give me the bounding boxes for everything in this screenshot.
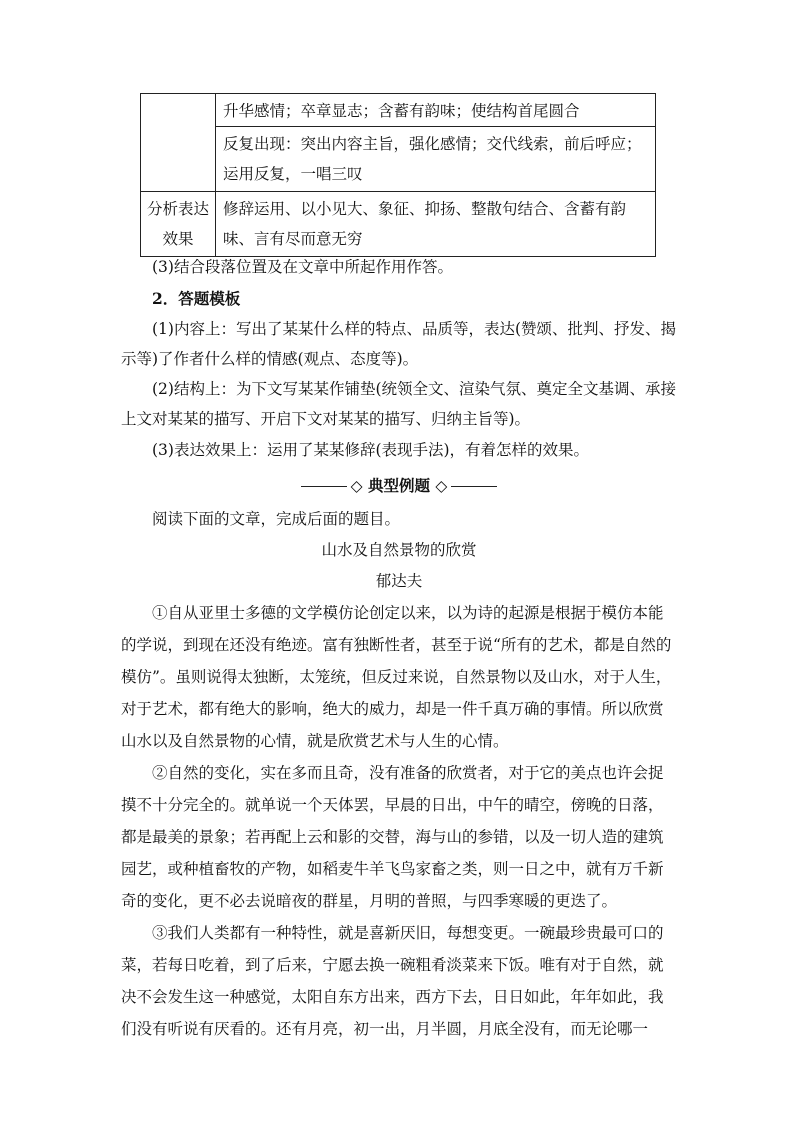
divider	[451, 486, 497, 487]
note-3: (3)结合段落位置及在文章中所起作用作答。	[152, 258, 453, 276]
table-cell-text: 升华感情；卒章显志；含蓄有韵味；使结构首尾圆合	[223, 102, 580, 120]
divider	[301, 486, 347, 487]
article-author: 郁达夫	[375, 572, 423, 590]
example-section-header	[121, 472, 677, 500]
table-cell	[216, 94, 656, 192]
template-item-2: (2)结构上：为下文写某某作铺垫(统领全文、渲染气氛、奠定全文基调、承接上文对某某的描写、开启下文对某某的描写、归纳主旨等)。	[121, 380, 677, 428]
template-heading: 2．答题模板	[152, 289, 241, 308]
article-title: 山水及自然景物的欣赏	[321, 541, 477, 559]
answer-method-table	[140, 93, 656, 257]
table-row-label-empty	[141, 94, 216, 192]
article-paragraph: ②自然的变化，实在多而且奇，没有准备的欣赏者，对于它的美点也许会捉摸不十分完全的。就单说一个天体罢，早晨的日出，中午的晴空，傍晚的日落，都是最美的景象；若再配上云和影的交替，海与山的参错，以及一切人造的建筑园艺，或种植畜牧的产物，如稻麦牛羊飞鸟家畜之类，则一日之中，就有万千新奇的变化，更不必去说暗夜的群星，月明的普照，与四季寒暖的更迭了。	[121, 764, 664, 910]
article-body	[121, 597, 677, 1045]
example-section-label: ◇ 典型例题 ◇	[350, 476, 448, 495]
table-cell-text: 修辞运用、以小见大、象征、抑扬、整散句结合、含蓄有韵味、言有尽而意无穷	[216, 192, 656, 257]
table-cell-text: 反复出现：突出内容主旨，强化感情；交代线索，前后呼应；运用反复，一唱三叹	[216, 126, 655, 189]
article-paragraph: ③我们人类都有一种特性，就是喜新厌旧，每想变更。一碗最珍贵最可口的菜，若每日吃着，到了后来，宁愿去换一碗粗肴淡菜来下饭。唯有对于自然，就决不会发生这一种感觉，太阳自东方出来，西方下去，日日如此，年年如此，我们没有听说有厌看的。还有月亮，初一出，月半圆，月底全没有，而无论哪一	[121, 924, 664, 1038]
example-instruction: 阅读下面的文章，完成后面的题目。	[152, 510, 401, 528]
table-row	[141, 192, 656, 257]
article-paragraph: ①自从亚里士多德的文学模仿论创定以来，以为诗的起源是根据于模仿本能的学说，到现在还没有绝迹。富有独断性者，甚至于说“所有的艺术，都是自然的模仿”。虽则说得太独断，太笼统，但反过来说，自然景物以及山水，对于人生，对于艺术，都有绝大的影响，绝大的威力，却是一件千真万确的事情。所以欣赏山水以及自然景物的心情，就是欣赏艺术与人生的心情。	[121, 604, 672, 750]
table-row	[141, 94, 656, 192]
table-row-label: 分析表达效果	[141, 192, 216, 257]
template-item-1: (1)内容上：写出了某某什么样的特点、品质等，表达(赞颂、批判、抒发、揭示等)了作者什么样的情感(观点、态度等)。	[121, 320, 677, 368]
template-item-3: (3)表达效果上：运用了某某修辞(表现手法)，有着怎样的效果。	[152, 441, 590, 459]
